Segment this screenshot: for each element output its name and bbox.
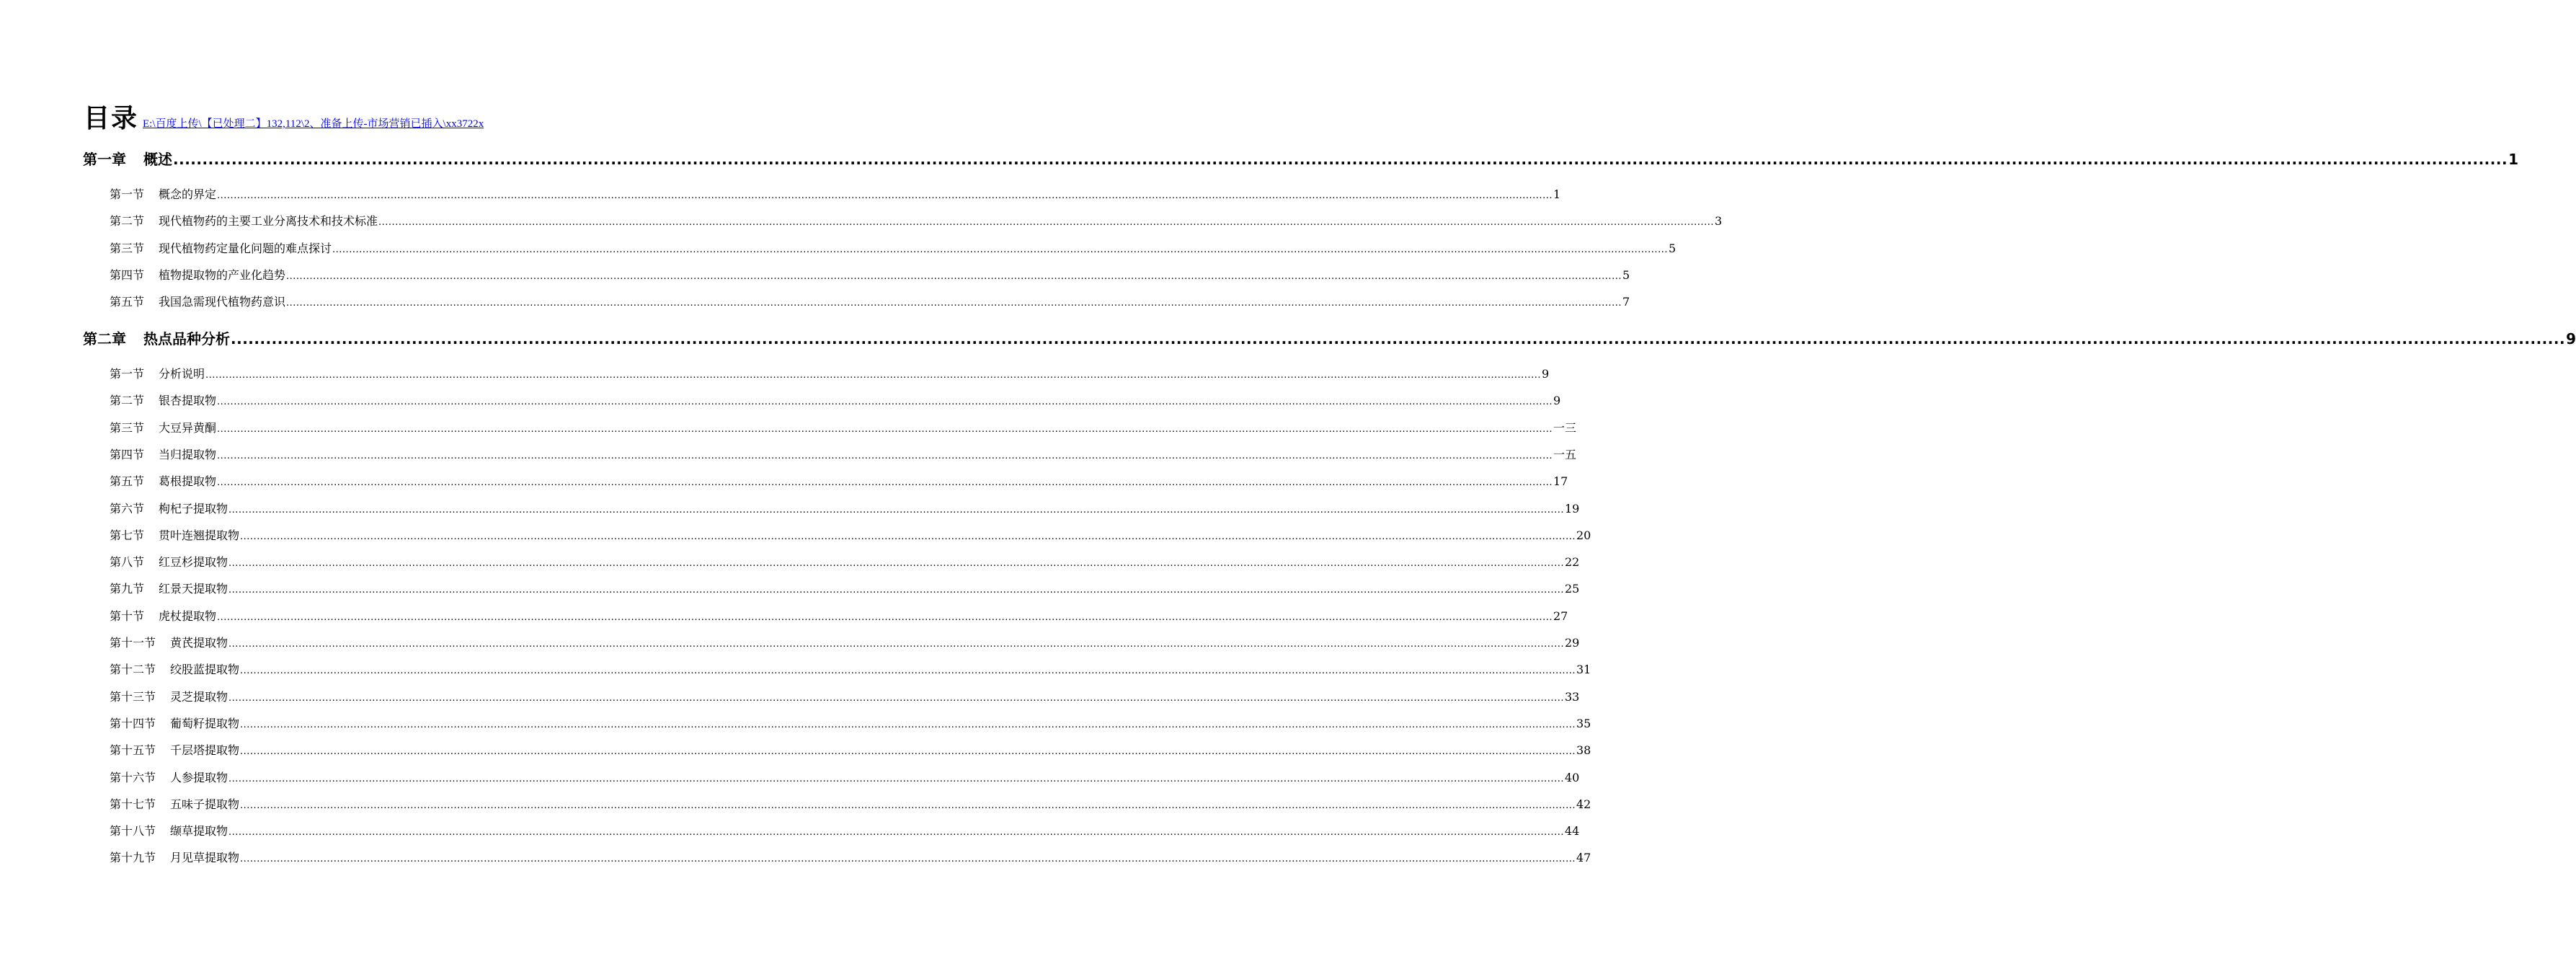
dot-leader: ................................................................................................................................................................................................................................................................................................................................................................................................................ (228, 774, 1564, 784)
toc-entry-label: 概念的界定 (159, 187, 217, 201)
toc-entry-page-number: 40 (1564, 771, 1580, 784)
toc-section-entry[interactable] (110, 769, 1580, 785)
toc-entry-number: 第十四节 (110, 717, 156, 730)
dot-leader: ................................................................................................................................................................................................................................................................................................................................................................................................................ (228, 693, 1564, 704)
toc-entry-number: 第二节 (110, 394, 145, 407)
toc-entry-label: 红豆杉提取物 (159, 555, 228, 569)
toc-entry-number: 第十八节 (110, 824, 156, 838)
toc-entry-number: 第三节 (110, 421, 145, 435)
toc-section-entry[interactable] (110, 526, 1591, 543)
toc-entry-page-number: 9 (2566, 330, 2576, 348)
toc-section-entry[interactable] (110, 365, 1550, 381)
toc-entry-label: 黄芪提取物 (170, 636, 228, 650)
toc-section-entry[interactable] (110, 553, 1580, 570)
toc-title: 目录 (84, 104, 139, 133)
toc-entry-number: 第六节 (110, 502, 145, 516)
dot-leader: ................................................................................................................................................................................................................................................................................................................................................................................................................ (240, 531, 1576, 542)
dot-leader: ................................................................................................................................................................................................................................................................................................................................................................................................................ (240, 800, 1576, 811)
toc-entry-page-number: 27 (1553, 609, 1568, 623)
toc-entry-label: 热点品种分析 (143, 330, 230, 348)
toc-entry-label: 葛根提取物 (159, 474, 217, 488)
toc-entry-page-number: 42 (1576, 797, 1591, 811)
toc-entry-label: 灵芝提取物 (170, 690, 228, 704)
toc-entry-label: 缬草提取物 (170, 824, 228, 838)
dot-leader: ................................................................................................................................................................................................................................................................................................................................................................................................................ (286, 298, 1622, 309)
toc-chapter-entry[interactable] (83, 327, 2576, 348)
toc-section-entry[interactable] (110, 634, 1580, 650)
toc-entry-label: 现代植物药定量化问题的难点探讨 (159, 242, 332, 255)
toc-entry-page-number: 25 (1564, 582, 1580, 596)
toc-entry-label: 贯叶连翘提取物 (159, 528, 240, 542)
dot-leader: ................................................................................................................................................................................................................................................................................................................................................................................................................ (228, 639, 1564, 650)
dot-leader: ................................................................................................................................................................................................................................................................................................................................................................................................................ (205, 370, 1541, 381)
toc-entry-label: 五味子提取物 (170, 797, 240, 811)
toc-entry-page-number: 17 (1553, 474, 1568, 488)
toc-entry-number: 第四节 (110, 268, 145, 282)
toc-entry-page-number: 一五 (1553, 448, 1576, 461)
file-path-link[interactable]: E:\百度上传\【已处理二】132,112\2、准备上传-市场营销已插入\xx3722x (143, 118, 484, 130)
toc-section-entry[interactable] (110, 446, 1576, 462)
toc-entry-number: 第七节 (110, 528, 145, 542)
dot-leader: ................................................................................................................................................................................................................................................................................................................................................................................................................ (217, 190, 1553, 201)
toc-entry-label: 千层塔提取物 (170, 743, 240, 757)
toc-entry-label: 概述 (143, 151, 172, 168)
toc-entry-page-number: 一三 (1553, 421, 1576, 435)
toc-entry-number: 第五节 (110, 295, 145, 309)
toc-section-entry[interactable] (110, 391, 1561, 408)
toc-entry-page-number: 1 (1553, 187, 1561, 201)
toc-section-entry[interactable] (110, 212, 1723, 229)
toc-entry-number: 第十五节 (110, 743, 156, 757)
toc-section-entry[interactable] (110, 472, 1568, 489)
toc-entry-page-number: 47 (1576, 851, 1591, 864)
toc-entry-page-number: 35 (1576, 717, 1591, 730)
dot-leader: ................................................................................................................................................................................................................................................................................................................................................................................................................ (240, 665, 1576, 676)
toc-section-entry[interactable] (110, 660, 1591, 677)
toc-section-entry[interactable] (110, 607, 1568, 624)
toc-entry-label: 人参提取物 (170, 771, 228, 784)
toc-entry-page-number: 3 (1714, 214, 1723, 228)
toc-section-entry[interactable] (110, 500, 1580, 516)
toc-entry-number: 第二节 (110, 214, 145, 228)
dot-leader: ................................................................................................................................................................................................................................................................................................................................................................................................................ (228, 585, 1564, 596)
toc-entry-number: 第三节 (110, 242, 145, 255)
toc-entry-label: 大豆异黄酮 (159, 421, 217, 435)
toc-entry-page-number: 9 (1541, 367, 1550, 381)
toc-entry-page-number: 5 (1668, 242, 1676, 255)
toc-section-entry[interactable] (110, 580, 1580, 596)
toc-entry-number: 第十九节 (110, 851, 156, 864)
toc-section-entry[interactable] (110, 266, 1630, 283)
toc-entry-number: 第十二节 (110, 663, 156, 676)
dot-leader: ................................................................................................................................................................................................................................................................................................................................................................................................................ (240, 746, 1576, 757)
dot-leader: ................................................................................................................................................................................................................................................................................................................................................................................................................ (228, 558, 1564, 569)
toc-entry-number: 第一节 (110, 367, 145, 381)
toc-chapter-entry[interactable] (83, 148, 2518, 169)
dot-leader: ................................................................................................................................................................................................................................................................................................................................................................................................................ (231, 330, 2566, 348)
toc-section-entry[interactable] (110, 688, 1580, 704)
dot-leader: ................................................................................................................................................................................................................................................................................................................................................................................................................ (228, 505, 1564, 516)
toc-section-entry[interactable] (110, 185, 1561, 202)
toc-entry-page-number: 44 (1564, 824, 1580, 838)
dot-leader: ................................................................................................................................................................................................................................................................................................................................................................................................................ (240, 720, 1576, 730)
dot-leader: ................................................................................................................................................................................................................................................................................................................................................................................................................ (217, 477, 1553, 488)
toc-entry-number: 第二章 (83, 330, 126, 348)
dot-leader: ................................................................................................................................................................................................................................................................................................................................................................................................................ (217, 612, 1553, 623)
toc-entry-label: 分析说明 (159, 367, 205, 381)
toc-entry-number: 第一章 (83, 151, 126, 168)
toc-section-entry[interactable] (110, 293, 1630, 309)
toc-entry-number: 第十三节 (110, 690, 156, 704)
toc-entry-label: 虎杖提取物 (159, 609, 217, 623)
toc-entry-page-number: 9 (1553, 394, 1561, 407)
toc-section-entry[interactable] (110, 419, 1576, 435)
toc-entry-label: 红景天提取物 (159, 582, 228, 596)
toc-entry-number: 第十一节 (110, 636, 156, 650)
toc-entry-label: 现代植物药的主要工业分离技术和技术标准 (159, 214, 378, 228)
toc-entry-number: 第九节 (110, 582, 145, 596)
toc-title-row (84, 98, 484, 135)
toc-entry-label: 植物提取物的产业化趋势 (159, 268, 286, 282)
toc-entry-label: 枸杞子提取物 (159, 502, 228, 516)
toc-section-entry[interactable] (110, 822, 1580, 839)
toc-entry-number: 第十节 (110, 609, 145, 623)
toc-entry-page-number: 19 (1564, 502, 1580, 516)
dot-leader: ................................................................................................................................................................................................................................................................................................................................................................................................................ (173, 151, 2508, 168)
toc-section-entry[interactable] (110, 714, 1591, 731)
toc-entry-label: 葡萄籽提取物 (170, 717, 240, 730)
toc-entry-page-number: 31 (1576, 663, 1591, 676)
toc-entry-label: 当归提取物 (159, 448, 217, 461)
toc-entry-number: 第四节 (110, 448, 145, 461)
dot-leader: ................................................................................................................................................................................................................................................................................................................................................................................................................ (240, 854, 1576, 864)
toc-entry-page-number: 1 (2508, 151, 2518, 168)
toc-entry-page-number: 38 (1576, 743, 1591, 757)
toc-entry-page-number: 29 (1564, 636, 1580, 650)
toc-entry-page-number: 20 (1576, 528, 1591, 542)
toc-entry-page-number: 22 (1564, 555, 1580, 569)
dot-leader: ................................................................................................................................................................................................................................................................................................................................................................................................................ (378, 217, 1714, 228)
toc-section-entry[interactable] (110, 795, 1591, 812)
toc-section-entry[interactable] (110, 239, 1676, 256)
toc-entry-label: 银杏提取物 (159, 394, 217, 407)
toc-entry-number: 第五节 (110, 474, 145, 488)
dot-leader: ................................................................................................................................................................................................................................................................................................................................................................................................................ (286, 271, 1622, 282)
toc-entry-page-number: 33 (1564, 690, 1580, 704)
toc-section-entry[interactable] (110, 741, 1591, 758)
dot-leader: ................................................................................................................................................................................................................................................................................................................................................................................................................ (217, 451, 1553, 461)
toc-entry-number: 第八节 (110, 555, 145, 569)
dot-leader: ................................................................................................................................................................................................................................................................................................................................................................................................................ (332, 244, 1668, 255)
toc-entry-label: 我国急需现代植物药意识 (159, 295, 286, 309)
toc-section-entry[interactable] (110, 849, 1591, 865)
toc-entry-page-number: 7 (1622, 295, 1630, 309)
toc-entry-label: 月见草提取物 (170, 851, 240, 864)
toc-entry-page-number: 5 (1622, 268, 1630, 282)
dot-leader: ................................................................................................................................................................................................................................................................................................................................................................................................................ (217, 424, 1553, 435)
toc-entry-number: 第一节 (110, 187, 145, 201)
toc-entry-number: 第十六节 (110, 771, 156, 784)
dot-leader: ................................................................................................................................................................................................................................................................................................................................................................................................................ (217, 397, 1553, 407)
toc-entry-number: 第十七节 (110, 797, 156, 811)
dot-leader: ................................................................................................................................................................................................................................................................................................................................................................................................................ (228, 827, 1564, 838)
toc-entry-label: 绞股蓝提取物 (170, 663, 240, 676)
